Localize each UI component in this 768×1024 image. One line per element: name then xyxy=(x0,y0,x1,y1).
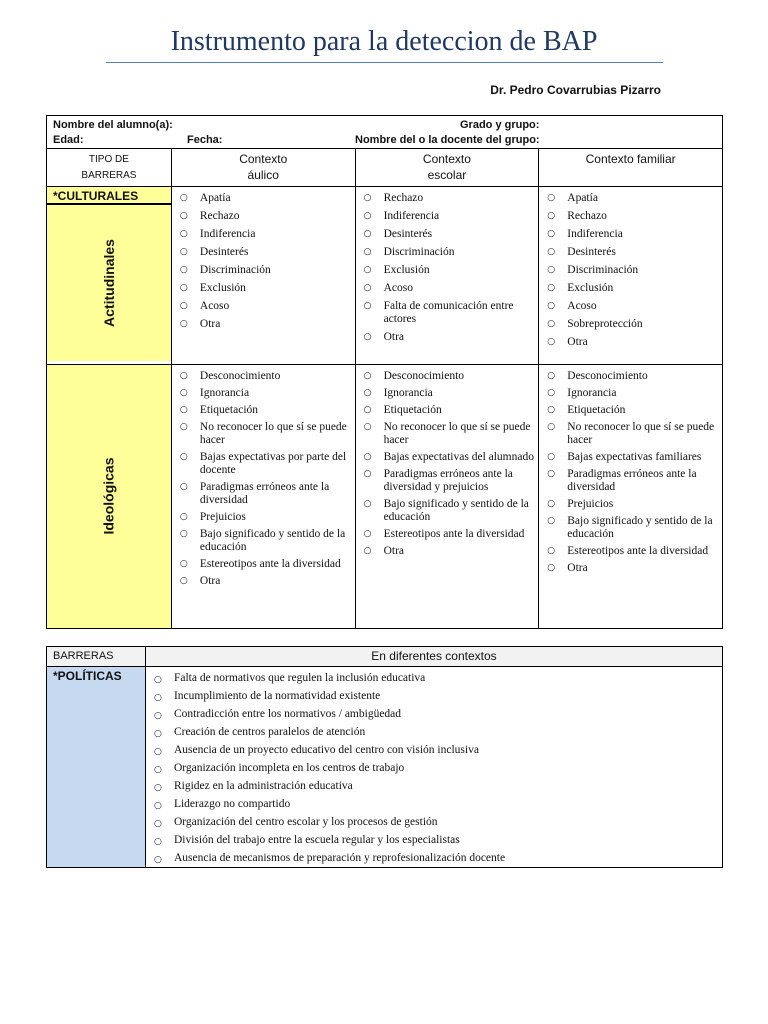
list-item-text: Exclusión xyxy=(567,282,614,294)
list-item xyxy=(172,282,355,295)
list-item xyxy=(356,228,539,241)
list-item-text: Paradigmas erróneos ante la diversidad y prejuicios xyxy=(383,468,513,493)
circle-bullet-icon: ○ xyxy=(547,193,556,203)
circle-bullet-icon: ○ xyxy=(363,247,372,257)
list-item-text: Otra xyxy=(199,318,221,330)
circle-bullet-icon: ○ xyxy=(547,422,556,432)
list-item xyxy=(539,515,722,541)
circle-bullet-icon: ○ xyxy=(363,283,372,293)
circle-bullet-icon: ○ xyxy=(363,332,372,342)
circle-bullet-icon: ○ xyxy=(363,422,372,432)
barrier-type-header: TIPO DE BARRERAS xyxy=(47,149,172,187)
circle-bullet-icon: ○ xyxy=(363,469,372,479)
circle-bullet-icon: ○ xyxy=(179,482,188,492)
list-item xyxy=(356,370,539,383)
list-item-text: Organización del centro escolar y los procesos de gestión xyxy=(173,816,438,828)
circle-bullet-icon: ○ xyxy=(179,512,188,522)
list-item-text: Rechazo xyxy=(199,210,240,222)
list-item-text: Prejuicios xyxy=(567,498,614,510)
circle-bullet-icon: ○ xyxy=(363,211,372,221)
list-item-text: Apatía xyxy=(199,192,231,204)
list-item xyxy=(172,404,355,417)
list-item xyxy=(172,387,355,400)
culturales-label: *CULTURALES xyxy=(47,187,171,205)
list-item xyxy=(146,705,722,723)
list-item xyxy=(539,300,722,313)
list-item-text: Apatía xyxy=(567,192,598,204)
list-item-text: Acoso xyxy=(383,282,413,294)
list-item xyxy=(356,246,539,259)
circle-bullet-icon: ○ xyxy=(179,422,188,432)
title-divider xyxy=(106,62,663,63)
list-item-text: Ignorancia xyxy=(567,387,617,399)
circle-bullet-icon: ○ xyxy=(547,247,556,257)
circle-bullet-icon: ○ xyxy=(179,405,188,415)
politicas-items-cell xyxy=(145,667,722,868)
list-item-text: Ignorancia xyxy=(199,387,250,399)
list-item xyxy=(539,387,722,400)
classroom-context-header: Contexto áulico xyxy=(171,149,355,187)
list-item-text: Incumplimiento de la normatividad existente xyxy=(173,690,381,702)
circle-bullet-icon: ○ xyxy=(179,265,188,275)
list-item xyxy=(356,404,539,417)
ideologicas-row-label xyxy=(47,365,172,629)
list-item xyxy=(172,192,355,205)
list-item xyxy=(356,468,539,494)
list-item xyxy=(172,558,355,571)
circle-bullet-icon: ○ xyxy=(547,283,556,293)
school-context-header: Contexto escolar xyxy=(355,149,539,187)
list-item xyxy=(539,246,722,259)
list-item xyxy=(172,246,355,259)
list-item-text: Estereotipos ante la diversidad xyxy=(567,545,709,557)
list-item-text: Liderazgo no compartido xyxy=(173,798,291,810)
circle-bullet-icon: ○ xyxy=(153,765,162,775)
actitudinales-label: Actitudinales xyxy=(47,205,171,361)
list-item-text: Rechazo xyxy=(383,192,424,204)
circle-bullet-icon: ○ xyxy=(153,801,162,811)
list-item xyxy=(172,318,355,331)
student-info-header xyxy=(46,115,723,149)
list-item xyxy=(356,264,539,277)
circle-bullet-icon: ○ xyxy=(547,211,556,221)
list-item-text: Bajas expectativas familiares xyxy=(567,451,702,463)
list-item-text: Prejuicios xyxy=(199,511,246,523)
list-item-text: Otra xyxy=(567,562,588,574)
list-item xyxy=(356,192,539,205)
list-item-text: Otra xyxy=(383,545,405,557)
list-item-text: Bajo significado y sentido de la educación xyxy=(567,515,713,540)
list-item-text: Desinterés xyxy=(383,228,433,240)
list-item xyxy=(539,318,722,331)
list-item-text: No reconocer lo que sí se puede hacer xyxy=(383,421,531,446)
list-item xyxy=(172,300,355,313)
list-item xyxy=(539,336,722,349)
circle-bullet-icon: ○ xyxy=(547,563,556,573)
list-item xyxy=(146,849,722,867)
list-item xyxy=(539,282,722,295)
circle-bullet-icon: ○ xyxy=(547,337,556,347)
circle-bullet-icon: ○ xyxy=(153,855,162,865)
barreras-header: BARRERAS xyxy=(47,647,146,667)
list-item-text: Desinterés xyxy=(567,246,616,258)
list-item-text: Etiquetación xyxy=(383,404,442,416)
list-item xyxy=(356,451,539,464)
circle-bullet-icon: ○ xyxy=(153,711,162,721)
list-item-text: Falta de comunicación entre actores xyxy=(383,300,514,325)
circle-bullet-icon: ○ xyxy=(547,452,556,462)
actitudinales-familiar-cell xyxy=(539,187,723,365)
list-item-text: Discriminación xyxy=(567,264,639,276)
actitudinales-aulico-cell xyxy=(171,187,355,365)
circle-bullet-icon: ○ xyxy=(547,301,556,311)
list-item xyxy=(539,468,722,494)
circle-bullet-icon: ○ xyxy=(179,211,188,221)
ideologicas-aulico-cell xyxy=(171,365,355,629)
date-label: Fecha: xyxy=(187,134,223,146)
circle-bullet-icon: ○ xyxy=(547,371,556,381)
list-item-text: Etiquetación xyxy=(567,404,626,416)
list-item-text: Acoso xyxy=(567,300,597,312)
circle-bullet-icon: ○ xyxy=(153,675,162,685)
list-item-text: Desconocimiento xyxy=(383,370,465,382)
list-item-text: Indiferencia xyxy=(567,228,623,240)
list-item-text: Discriminación xyxy=(199,264,271,276)
circle-bullet-icon: ○ xyxy=(363,405,372,415)
list-item xyxy=(146,777,722,795)
list-item xyxy=(146,813,722,831)
list-item xyxy=(172,481,355,507)
list-item xyxy=(356,210,539,223)
list-item-text: Desconocimiento xyxy=(567,370,648,382)
list-item xyxy=(146,723,722,741)
list-item xyxy=(146,831,722,849)
list-item-text: Ausencia de mecanismos de preparación y reprofesionalización docente xyxy=(173,852,506,864)
circle-bullet-icon: ○ xyxy=(179,193,188,203)
list-item-text: Etiquetación xyxy=(199,404,259,416)
age-label: Edad: xyxy=(53,134,84,146)
circle-bullet-icon: ○ xyxy=(547,388,556,398)
list-item xyxy=(539,210,722,223)
circle-bullet-icon: ○ xyxy=(179,301,188,311)
list-item-text: Sobreprotección xyxy=(567,318,643,330)
list-item-text: Falta de normativos que regulen la inclusión educativa xyxy=(173,672,426,684)
list-item xyxy=(146,795,722,813)
list-item xyxy=(539,451,722,464)
circle-bullet-icon: ○ xyxy=(547,499,556,509)
contexts-header: En diferentes contextos xyxy=(145,647,722,667)
list-item-text: Bajas expectativas por parte del docente xyxy=(199,451,347,476)
list-item-text: Acoso xyxy=(199,300,230,312)
student-name-label: Nombre del alumno(a): xyxy=(53,119,173,131)
circle-bullet-icon: ○ xyxy=(153,693,162,703)
list-item xyxy=(539,498,722,511)
list-item xyxy=(356,300,539,326)
circle-bullet-icon: ○ xyxy=(547,469,556,479)
list-item-text: Otra xyxy=(383,331,405,343)
list-item xyxy=(356,528,539,541)
page-title: Instrumento para la deteccion de BAP xyxy=(170,26,598,57)
circle-bullet-icon: ○ xyxy=(179,319,188,329)
list-item-text: Bajo significado y sentido de la educación xyxy=(199,528,346,553)
cultural-barriers-table xyxy=(46,148,723,629)
list-item xyxy=(356,331,539,344)
list-item-text: Discriminación xyxy=(383,246,455,258)
circle-bullet-icon: ○ xyxy=(153,747,162,757)
list-item-text: Desinterés xyxy=(199,246,249,258)
list-item-text: No reconocer lo que sí se puede hacer xyxy=(567,421,715,446)
list-item xyxy=(146,759,722,777)
list-item xyxy=(356,387,539,400)
list-item xyxy=(539,192,722,205)
circle-bullet-icon: ○ xyxy=(363,265,372,275)
list-item-text: División del trabajo entre la escuela regular y los especialistas xyxy=(173,834,460,846)
list-item xyxy=(172,451,355,477)
list-item xyxy=(146,687,722,705)
circle-bullet-icon: ○ xyxy=(547,546,556,556)
actitudinales-row-label xyxy=(47,187,172,365)
list-item-text: Desconocimiento xyxy=(199,370,281,382)
list-item xyxy=(172,228,355,241)
list-item xyxy=(172,370,355,383)
list-item xyxy=(356,421,539,447)
circle-bullet-icon: ○ xyxy=(363,301,372,311)
circle-bullet-icon: ○ xyxy=(153,819,162,829)
list-item xyxy=(356,545,539,558)
list-item xyxy=(172,210,355,223)
circle-bullet-icon: ○ xyxy=(547,405,556,415)
circle-bullet-icon: ○ xyxy=(179,452,188,462)
author-name: Dr. Pedro Covarrubias Pizarro xyxy=(490,83,661,97)
list-item-text: Otra xyxy=(567,336,588,348)
circle-bullet-icon: ○ xyxy=(179,388,188,398)
circle-bullet-icon: ○ xyxy=(547,265,556,275)
circle-bullet-icon: ○ xyxy=(179,229,188,239)
list-item xyxy=(539,370,722,383)
circle-bullet-icon: ○ xyxy=(547,516,556,526)
actitudinales-escolar-cell xyxy=(355,187,539,365)
circle-bullet-icon: ○ xyxy=(179,576,188,586)
list-item-text: Rigidez en la administración educativa xyxy=(173,780,353,792)
list-item-text: Indiferencia xyxy=(199,228,256,240)
list-item-text: Contradicción entre los normativos / ambigüedad xyxy=(173,708,402,720)
circle-bullet-icon: ○ xyxy=(179,559,188,569)
list-item xyxy=(539,228,722,241)
circle-bullet-icon: ○ xyxy=(179,283,188,293)
list-item xyxy=(172,421,355,447)
list-item-text: Paradigmas erróneos ante la diversidad xyxy=(199,481,330,506)
circle-bullet-icon: ○ xyxy=(363,388,372,398)
list-item-text: Indiferencia xyxy=(383,210,440,222)
list-item-text: Exclusión xyxy=(199,282,246,294)
list-item-text: Rechazo xyxy=(567,210,607,222)
ideologicas-familiar-cell xyxy=(539,365,723,629)
list-item xyxy=(172,511,355,524)
list-item xyxy=(146,741,722,759)
list-item-text: Creación de centros paralelos de atención xyxy=(173,726,366,738)
list-item xyxy=(172,528,355,554)
ideologicas-escolar-cell xyxy=(355,365,539,629)
list-item-text: Ignorancia xyxy=(383,387,433,399)
list-item xyxy=(539,264,722,277)
circle-bullet-icon: ○ xyxy=(363,229,372,239)
list-item xyxy=(356,282,539,295)
circle-bullet-icon: ○ xyxy=(179,247,188,257)
list-item xyxy=(539,545,722,558)
circle-bullet-icon: ○ xyxy=(179,371,188,381)
circle-bullet-icon: ○ xyxy=(179,529,188,539)
circle-bullet-icon: ○ xyxy=(363,546,372,556)
policy-barriers-table xyxy=(46,646,723,868)
ideologicas-label: Ideológicas xyxy=(100,457,117,535)
list-item-text: Organización incompleta en los centros de trabajo xyxy=(173,762,405,774)
circle-bullet-icon: ○ xyxy=(363,371,372,381)
list-item-text: Paradigmas erróneos ante la diversidad xyxy=(567,468,697,493)
politicas-label: *POLÍTICAS xyxy=(47,667,146,868)
list-item-text: Bajas expectativas del alumnado xyxy=(383,451,534,463)
circle-bullet-icon: ○ xyxy=(153,783,162,793)
list-item xyxy=(539,562,722,575)
circle-bullet-icon: ○ xyxy=(547,229,556,239)
list-item-text: Otra xyxy=(199,575,221,587)
list-item xyxy=(539,421,722,447)
list-item xyxy=(539,404,722,417)
list-item-text: Bajo significado y sentido de la educación xyxy=(383,498,529,523)
circle-bullet-icon: ○ xyxy=(363,452,372,462)
teacher-name-label: Nombre del o la docente del grupo: xyxy=(355,134,540,146)
circle-bullet-icon: ○ xyxy=(153,837,162,847)
list-item-text: Estereotipos ante la diversidad xyxy=(383,528,525,540)
circle-bullet-icon: ○ xyxy=(547,319,556,329)
circle-bullet-icon: ○ xyxy=(363,499,372,509)
list-item-text: Ausencia de un proyecto educativo del centro con visión inclusiva xyxy=(173,744,479,756)
circle-bullet-icon: ○ xyxy=(153,729,162,739)
list-item xyxy=(356,498,539,524)
circle-bullet-icon: ○ xyxy=(363,529,372,539)
list-item-text: Estereotipos ante la diversidad xyxy=(199,558,341,570)
family-context-header: Contexto familiar xyxy=(539,149,723,187)
grade-group-label: Grado y grupo: xyxy=(460,119,540,131)
list-item xyxy=(146,669,722,687)
list-item xyxy=(172,575,355,588)
list-item-text: No reconocer lo que sí se puede hacer xyxy=(199,421,347,446)
list-item-text: Exclusión xyxy=(383,264,430,276)
circle-bullet-icon: ○ xyxy=(363,193,372,203)
list-item xyxy=(172,264,355,277)
